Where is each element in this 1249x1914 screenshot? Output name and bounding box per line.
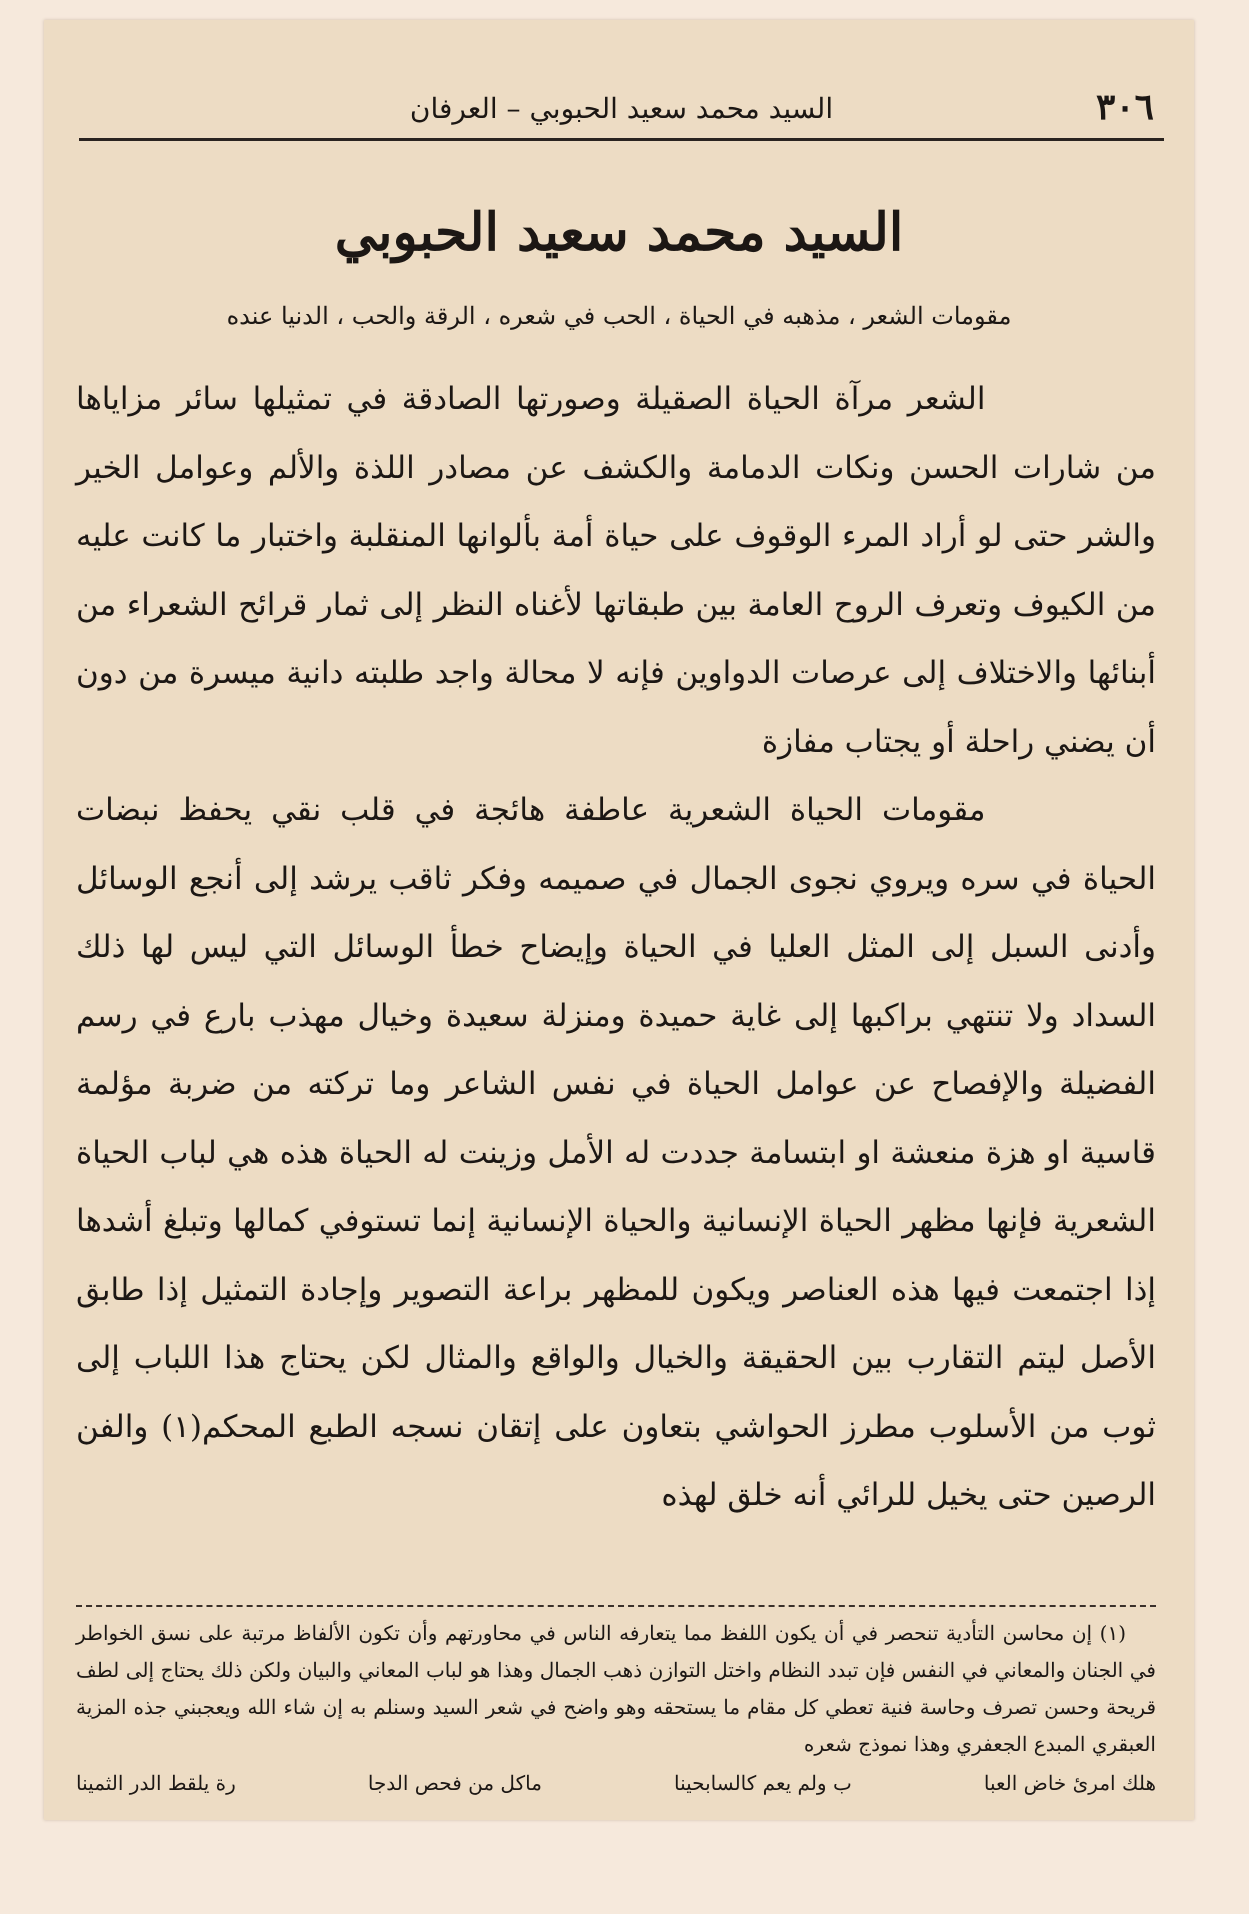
verse-line [76,1765,1156,1802]
running-head: السيد محمد سعيد الحبوبي – العرفان [409,92,834,125]
footnote-text: (١) إن محاسن التأدية تنحصر في أن يكون اللفظ مما يتعارفه الناس في محاورتهم وأن تكون الألفاظ مرتبة على نسق الخواطر في الجنان والمعاني في النفس فإن تبدد النظام واختل التوازن ذهب الجمال وهذا هو لباب المعاني والبيان ولكن ذلك يحتاج إلى لطف قريحة وحسن تصرف وحاسة فنية تعطي كل مقام ما يستحقه وهو واضح في شعر السيد وسنلم به إن شاء الله ويعجبني جذه المزية العبقري المبدع الجعفري وهذا نموذج شعره [76,1621,1157,1756]
article-body [76,365,1156,1530]
page-number: ٣٠٦ [1095,86,1154,128]
page-header [79,78,1164,138]
article-subtitle: مقومات الشعر ، مذهبه في الحياة ، الحب في شعره ، الرقة والحب ، الدنيا عنده [226,302,1012,330]
paragraph: الشعر مرآة الحياة الصقيلة وصورتها الصادقة في تمثيلها سائر مزاياها من شارات الحسن ونكات الدمامة والكشف عن مصادر اللذة والألم وعوامل الخير والشر حتى لو أراد المرء الوقوف على حياة أمة بألوانها المنقلبة واختبار ما كانت عليه من الكيوف وتعرف الروح العامة بين طبقاتها لأغناه النظر إلى ثمار قرائح الشعراء من أبنائها والاختلاف إلى عرصات الدواوين فإنه لا محالة واجد طلبته دانية ميسرة من دون أن يضني راحلة أو يجتاب مفازة [76,381,1156,760]
paragraph: مقومات الحياة الشعرية عاطفة هائجة في قلب نقي يحفظ نبضات الحياة في سره ويروي نجوى الجمال في صميمه وفكر ثاقب يرشد إلى أنجع الوسائل وأدنى السبل إلى المثل العليا في الحياة وإيضاح خطأ الوسائل التي ليس لها ذلك السداد ولا تنتهي براكبها إلى غاية حميدة ومنزلة سعيدة وخيال مهذب بارع في رسم الفضيلة والإفصاح عن عوامل الحياة في نفس الشاعر وما تركته من ضربة مؤلمة قاسية او هزة منعشة او ابتسامة جددت له الأمل وزينت له الحياة هذه هي لباب الحياة الشعرية فإنها مظهر الحياة الإنسانية والحياة الإنسانية إنما تستوفي كمالها وتبلغ أشدها إذا اجتمعت فيها هذه العناصر ويكون للمظهر براعة التصوير وإجادة التمثيل إذا طابق الأصل ليتم التقارب بين الحقيقة والخيال والواقع والمثال لكن يحتاج هذا اللباب إلى ثوب من الأسلوب مطرز الحواشي بتعاون على إتقان نسجه الطبع المحكم(١) والفن الرصين حتى يخيل للرائي أنه خلق لهذه [76,792,1156,1513]
header-rule [79,138,1164,141]
verse-hemistich: هلك امرئ خاض العبا [983,1771,1156,1795]
book-page [44,20,1194,1820]
article-title: السيد محمد سعيد الحبوبي [334,202,904,263]
verse-hemistich: ماكل من فحص الدجا [367,1771,542,1795]
verse-hemistich: ب ولم يعم كالسابحينا [674,1771,852,1795]
footnote-divider [76,1605,1156,1607]
verse-hemistich: رة يلقط الدر الثمينا [76,1771,236,1795]
footnote [76,1615,1156,1802]
